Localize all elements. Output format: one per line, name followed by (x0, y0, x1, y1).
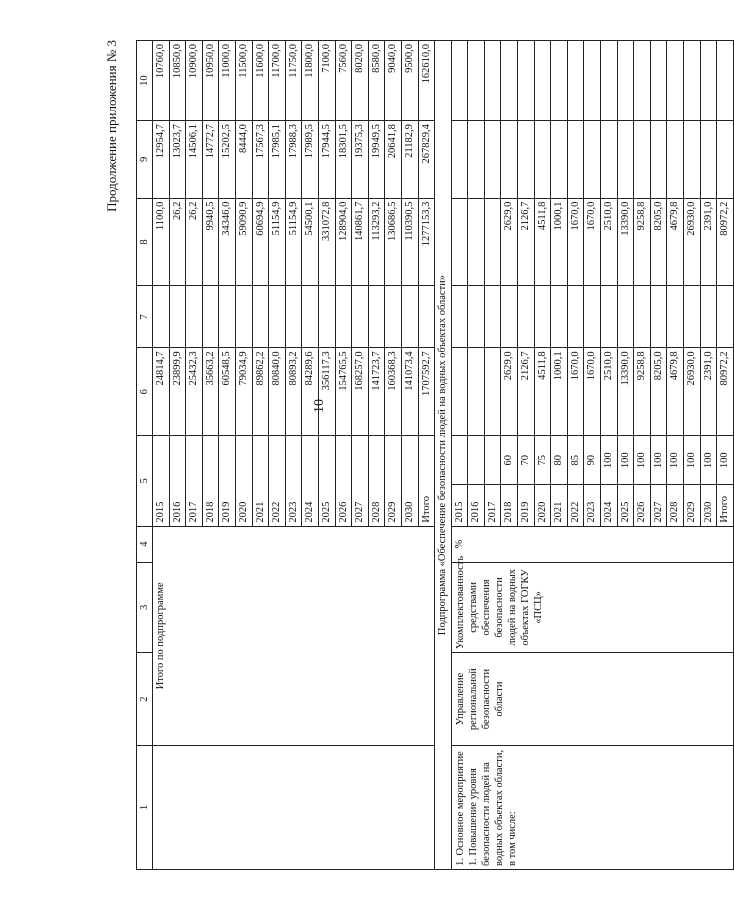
value-cell: 8444,0 (235, 121, 252, 198)
value-cell: 89862,2 (252, 348, 269, 436)
value-cell: 140861,7 (352, 198, 369, 286)
value-cell (484, 41, 501, 121)
value-cell: 2126,7 (518, 348, 535, 436)
year-cell: 2015 (153, 436, 170, 526)
year-cell: Итого (717, 485, 734, 526)
column-number: 8 (137, 198, 153, 286)
value-cell: 14506,1 (186, 121, 203, 198)
value-cell: 331072,8 (318, 198, 335, 286)
year-cell: 2027 (650, 485, 667, 526)
value-cell: 85 (567, 436, 584, 485)
value-cell: 90 (584, 436, 601, 485)
column-number: 6 (137, 348, 153, 436)
value-cell: 141073,4 (401, 348, 418, 436)
year-cell: 2015 (451, 485, 468, 526)
value-cell (468, 41, 485, 121)
value-cell: 100 (667, 436, 684, 485)
value-cell: 18301,5 (335, 121, 352, 198)
value-cell (451, 41, 468, 121)
value-cell: 9040,0 (385, 41, 402, 121)
value-cell (468, 348, 485, 436)
year-cell: 2020 (235, 436, 252, 526)
value-cell: 26,2 (186, 198, 203, 286)
value-cell: 19949,5 (368, 121, 385, 198)
value-cell: 11000,0 (219, 41, 236, 121)
value-cell (501, 41, 518, 121)
table-row (451, 41, 468, 870)
value-cell: 8205,0 (650, 348, 667, 436)
value-cell (584, 41, 601, 121)
year-cell: 2018 (202, 436, 219, 526)
year-cell: 2017 (186, 436, 203, 526)
year-cell: 2023 (584, 485, 601, 526)
value-cell: 100 (601, 436, 618, 485)
value-cell: 75 (534, 436, 551, 485)
value-cell (617, 121, 634, 198)
value-cell: 141723,7 (368, 348, 385, 436)
value-cell: 17567,3 (252, 121, 269, 198)
value-cell (717, 41, 734, 121)
value-cell (717, 121, 734, 198)
value-cell (484, 348, 501, 436)
value-cell (451, 286, 468, 348)
value-cell (385, 286, 402, 348)
value-cell (551, 41, 568, 121)
year-cell: 2029 (684, 485, 701, 526)
value-cell (601, 41, 618, 121)
value-cell: 79034,9 (235, 348, 252, 436)
value-cell (285, 286, 302, 348)
value-cell (667, 286, 684, 348)
value-cell (700, 121, 717, 198)
column-number: 4 (137, 526, 153, 562)
value-cell: 80972,2 (717, 348, 734, 436)
column-number: 3 (137, 562, 153, 652)
value-cell (567, 41, 584, 121)
subprogram-row (435, 41, 452, 870)
value-cell (700, 286, 717, 348)
value-cell: 80840,0 (269, 348, 286, 436)
value-cell (269, 286, 286, 348)
value-cell (567, 121, 584, 198)
value-cell: 1100,0 (153, 198, 170, 286)
value-cell: 11800,0 (302, 41, 319, 121)
year-cell: 2023 (285, 436, 302, 526)
value-cell (235, 286, 252, 348)
value-cell (484, 286, 501, 348)
table-row (153, 41, 170, 870)
value-cell: 2510,0 (601, 198, 618, 286)
value-cell: 35663,2 (202, 348, 219, 436)
year-cell: 2016 (468, 485, 485, 526)
value-cell: 154765,5 (335, 348, 352, 436)
value-cell (650, 286, 667, 348)
value-cell: 26930,0 (684, 198, 701, 286)
value-cell: 12954,7 (153, 121, 170, 198)
value-cell: 14772,7 (202, 121, 219, 198)
value-cell: 17988,3 (285, 121, 302, 198)
year-cell: 2020 (534, 485, 551, 526)
value-cell: 2629,0 (501, 198, 518, 286)
value-cell (484, 436, 501, 485)
value-cell: 100 (634, 436, 651, 485)
value-cell (634, 286, 651, 348)
value-cell: 130686,5 (385, 198, 402, 286)
value-cell (484, 121, 501, 198)
value-cell: 8580,0 (368, 41, 385, 121)
value-cell: 160368,3 (385, 348, 402, 436)
value-cell (252, 286, 269, 348)
year-cell: 2019 (518, 485, 535, 526)
value-cell (667, 121, 684, 198)
value-cell (451, 121, 468, 198)
year-cell: 2028 (667, 485, 684, 526)
value-cell (534, 41, 551, 121)
value-cell (551, 286, 568, 348)
value-cell (684, 41, 701, 121)
value-cell: 11600,0 (252, 41, 269, 121)
value-cell: 9500,0 (401, 41, 418, 121)
value-cell: 11500,0 (235, 41, 252, 121)
year-cell: 2021 (551, 485, 568, 526)
value-cell: 10760,0 (153, 41, 170, 121)
value-cell (518, 121, 535, 198)
continuation-label: Продолжение приложения № 3 (104, 40, 119, 212)
value-cell (202, 286, 219, 348)
value-cell: 80893,2 (285, 348, 302, 436)
year-cell: 2030 (700, 485, 717, 526)
total-blank-cell (153, 746, 435, 870)
year-cell: 2029 (385, 436, 402, 526)
value-cell (518, 286, 535, 348)
measure-name: 1. Основное мероприятие 1. Повышение уровня безопасности людей на водных объектах области, в том числе: (451, 746, 733, 870)
value-cell (601, 121, 618, 198)
value-cell: 110390,5 (401, 198, 418, 286)
value-cell: 10850,0 (169, 41, 186, 121)
year-cell: Итого (418, 436, 435, 526)
column-number: 9 (137, 121, 153, 198)
value-cell: 267829,4 (418, 121, 435, 198)
value-cell (617, 286, 634, 348)
value-cell (318, 286, 335, 348)
header-row (137, 41, 153, 870)
value-cell: 26930,0 (684, 348, 701, 436)
year-cell: 2019 (219, 436, 236, 526)
value-cell: 51154,9 (285, 198, 302, 286)
value-cell (518, 41, 535, 121)
year-cell: 2028 (368, 436, 385, 526)
value-cell: 15202,5 (219, 121, 236, 198)
value-cell (534, 286, 551, 348)
value-cell: 100 (650, 436, 667, 485)
value-cell: 26,2 (169, 198, 186, 286)
value-cell (484, 198, 501, 286)
value-cell: 80 (551, 436, 568, 485)
value-cell (468, 198, 485, 286)
value-cell: 4511,8 (534, 348, 551, 436)
value-cell (717, 286, 734, 348)
year-cell: 2016 (169, 436, 186, 526)
value-cell: 8020,0 (352, 41, 369, 121)
rotated-page (104, 30, 731, 880)
value-cell: 1670,0 (584, 348, 601, 436)
value-cell: 11750,0 (285, 41, 302, 121)
value-cell: 13023,7 (169, 121, 186, 198)
value-cell (352, 286, 369, 348)
value-cell: 4679,8 (667, 348, 684, 436)
value-cell: 80972,2 (717, 198, 734, 286)
value-cell (401, 286, 418, 348)
year-cell: 2026 (335, 436, 352, 526)
value-cell (584, 286, 601, 348)
year-cell: 2017 (484, 485, 501, 526)
value-cell (650, 41, 667, 121)
value-cell (684, 286, 701, 348)
value-cell (501, 121, 518, 198)
value-cell (650, 121, 667, 198)
page-number: 10 (312, 399, 327, 413)
value-cell: 2391,0 (700, 198, 717, 286)
value-cell: 21182,9 (401, 121, 418, 198)
year-cell: 2027 (352, 436, 369, 526)
value-cell (684, 121, 701, 198)
value-cell (186, 286, 203, 348)
column-number: 10 (137, 41, 153, 121)
value-cell: 13390,0 (617, 348, 634, 436)
value-cell: 100 (684, 436, 701, 485)
value-cell (451, 198, 468, 286)
value-cell (451, 436, 468, 485)
year-cell: 2026 (634, 485, 651, 526)
value-cell (700, 41, 717, 121)
year-cell: 2025 (318, 436, 335, 526)
value-cell (451, 348, 468, 436)
value-cell: 1277153,3 (418, 198, 435, 286)
value-cell (468, 286, 485, 348)
value-cell: 100 (617, 436, 634, 485)
value-cell: 1707592,7 (418, 348, 435, 436)
subprogram-title: Подпрограмма «Обеспечение безопасности людей на водных объектах области» (435, 41, 452, 870)
year-cell: 2018 (501, 485, 518, 526)
value-cell (567, 286, 584, 348)
value-cell: 17989,5 (302, 121, 319, 198)
year-cell: 2024 (601, 485, 618, 526)
value-cell: 19375,3 (352, 121, 369, 198)
value-cell: 128904,0 (335, 198, 352, 286)
value-cell (169, 286, 186, 348)
year-cell: 2025 (617, 485, 634, 526)
value-cell (468, 436, 485, 485)
value-cell (584, 121, 601, 198)
year-cell: 2022 (269, 436, 286, 526)
value-cell: 59090,9 (235, 198, 252, 286)
value-cell: 51154,9 (269, 198, 286, 286)
value-cell: 356117,3 (318, 348, 335, 436)
column-number: 7 (137, 286, 153, 348)
value-cell: 24814,7 (153, 348, 170, 436)
value-cell: 7100,0 (318, 41, 335, 121)
value-cell: 1670,0 (567, 348, 584, 436)
value-cell: 2510,0 (601, 348, 618, 436)
value-cell: 10950,0 (202, 41, 219, 121)
value-cell: 11700,0 (269, 41, 286, 121)
year-cell: 2024 (302, 436, 319, 526)
value-cell: 168257,0 (352, 348, 369, 436)
value-cell (418, 286, 435, 348)
column-number: 2 (137, 653, 153, 746)
value-cell: 100 (717, 436, 734, 485)
value-cell: 1670,0 (567, 198, 584, 286)
value-cell: 1670,0 (584, 198, 601, 286)
value-cell (468, 121, 485, 198)
value-cell (335, 286, 352, 348)
value-cell: 13390,0 (617, 198, 634, 286)
year-cell: 2021 (252, 436, 269, 526)
value-cell: 8205,0 (650, 198, 667, 286)
value-cell (667, 41, 684, 121)
value-cell: 2126,7 (518, 198, 535, 286)
value-cell: 2391,0 (700, 348, 717, 436)
value-cell: 9258,8 (634, 348, 651, 436)
value-cell (534, 121, 551, 198)
value-cell (153, 286, 170, 348)
value-cell (368, 286, 385, 348)
value-cell: 60548,5 (219, 348, 236, 436)
value-cell: 9258,8 (634, 198, 651, 286)
year-cell: 2022 (567, 485, 584, 526)
value-cell: 25432,3 (186, 348, 203, 436)
value-cell: 10900,0 (186, 41, 203, 121)
value-cell: 113293,2 (368, 198, 385, 286)
value-cell (302, 286, 319, 348)
value-cell: 23899,9 (169, 348, 186, 436)
value-cell (219, 286, 236, 348)
value-cell: 20641,8 (385, 121, 402, 198)
measure-executor: Управление региональной безопасности области (451, 653, 733, 746)
value-cell: 2629,0 (501, 348, 518, 436)
program-table (136, 40, 734, 870)
value-cell: 84289,6 (302, 348, 319, 436)
value-cell: 34346,0 (219, 198, 236, 286)
value-cell: 4511,8 (534, 198, 551, 286)
value-cell (617, 41, 634, 121)
value-cell: 17944,5 (318, 121, 335, 198)
value-cell: 1000,1 (551, 348, 568, 436)
value-cell (634, 41, 651, 121)
value-cell: 1000,1 (551, 198, 568, 286)
value-cell (501, 286, 518, 348)
value-cell: 17985,1 (269, 121, 286, 198)
total-label: Итого по подпрограмме (153, 526, 435, 745)
measure-unit: % (451, 526, 733, 562)
value-cell (551, 121, 568, 198)
value-cell (634, 121, 651, 198)
value-cell: 4679,8 (667, 198, 684, 286)
value-cell (601, 286, 618, 348)
table-body (137, 41, 734, 870)
value-cell: 162610,0 (418, 41, 435, 121)
value-cell: 60694,9 (252, 198, 269, 286)
value-cell: 9940,5 (202, 198, 219, 286)
value-cell: 100 (700, 436, 717, 485)
value-cell: 60 (501, 436, 518, 485)
column-number: 1 (137, 746, 153, 870)
value-cell: 54500,1 (302, 198, 319, 286)
value-cell: 7560,0 (335, 41, 352, 121)
value-cell: 70 (518, 436, 535, 485)
year-cell: 2030 (401, 436, 418, 526)
column-number: 5 (137, 436, 153, 526)
measure-indicator: Укомплектованность средствами обеспечения безопасности людей на водных объектах ГОГКУ «ПСЦ» (451, 562, 733, 652)
